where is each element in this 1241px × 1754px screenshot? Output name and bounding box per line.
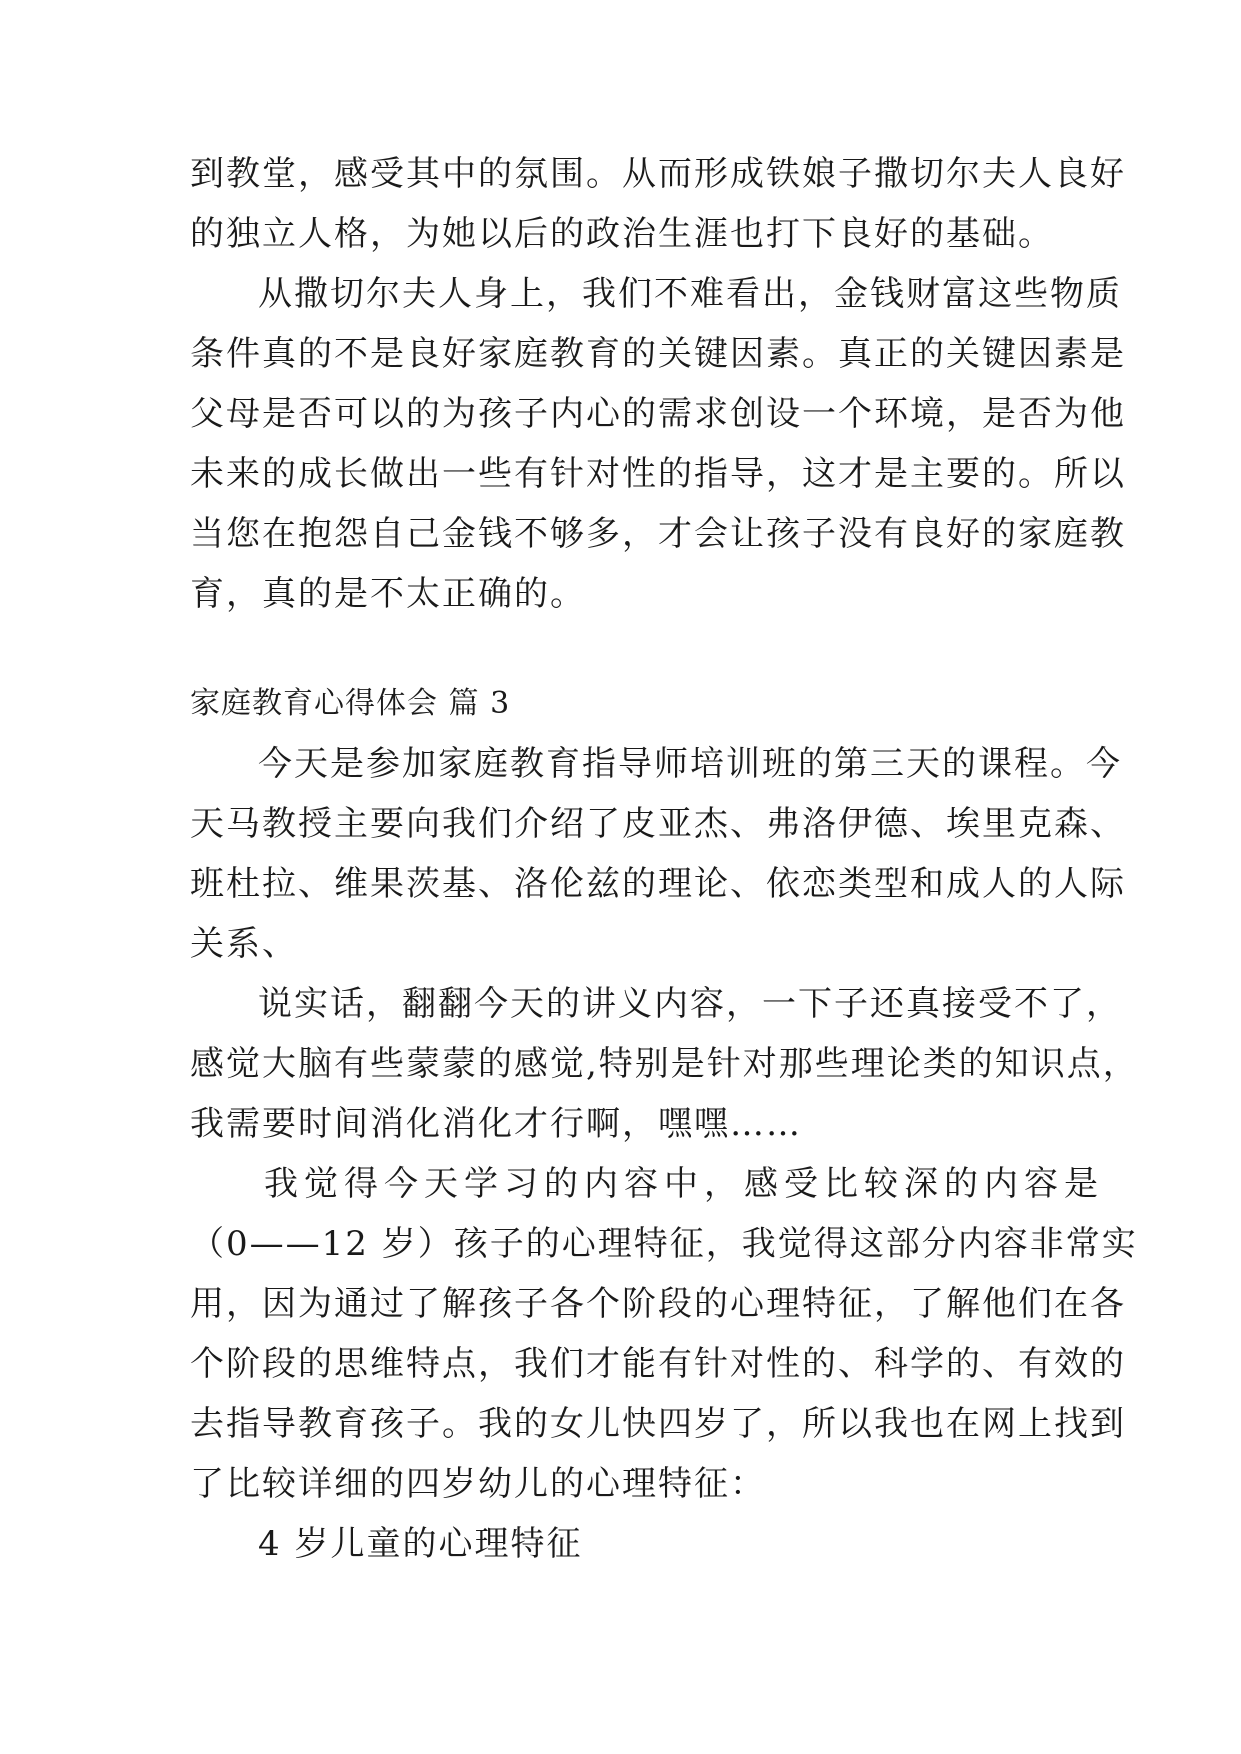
paragraph-line: 4 岁儿童的心理特征	[258, 1524, 583, 1564]
paragraph-line: 去指导教育孩子。我的女儿快四岁了，所以我也在网上找到	[190, 1404, 1126, 1444]
paragraph-line: 天马教授主要向我们介绍了皮亚杰、弗洛伊德、埃里克森、	[190, 804, 1126, 844]
paragraph-line: 关系、	[190, 924, 298, 964]
paragraph-line: 了比较详细的四岁幼儿的心理特征：	[190, 1464, 766, 1504]
paragraph-5	[190, 1154, 1138, 1514]
paragraph-line: 感觉大脑有些蒙蒙的感觉,特别是针对那些理论类的知识点，	[190, 1044, 1139, 1084]
paragraph-line: 个阶段的思维特点，我们才能有针对性的、科学的、有效的	[190, 1344, 1126, 1384]
paragraph-line: 条件真的不是良好家庭教育的关键因素。真正的关键因素是	[190, 334, 1126, 374]
paragraph-line: 班杜拉、维果茨基、洛伦兹的理论、依恋类型和成人的人际	[190, 864, 1126, 904]
paragraph-line: 的独立人格，为她以后的政治生涯也打下良好的基础。	[190, 214, 1054, 254]
paragraph-4	[190, 974, 1139, 1154]
paragraph-line: 未来的成长做出一些有针对性的指导，这才是主要的。所以	[190, 454, 1126, 494]
paragraph-1	[190, 144, 1126, 264]
paragraph-line: 到教堂，感受其中的氛围。从而形成铁娘子撒切尔夫人良好	[190, 154, 1126, 194]
paragraph-2	[190, 264, 1126, 624]
section-title: 家庭教育心得体会 篇 3	[190, 686, 511, 721]
paragraph-line: （0——12 岁）孩子的心理特征，我觉得这部分内容非常实	[190, 1224, 1138, 1264]
paragraph-line: 从撒切尔夫人身上，我们不难看出，金钱财富这些物质	[258, 274, 1122, 314]
paragraph-line: 说实话，翻翻今天的讲义内容，一下子还真接受不了，	[258, 984, 1122, 1024]
paragraph-line: 育，真的是不太正确的。	[190, 574, 586, 614]
paragraph-line: 我需要时间消化消化才行啊，嘿嘿……	[190, 1104, 802, 1144]
paragraph-3	[190, 734, 1126, 974]
paragraph-line: 今天是参加家庭教育指导师培训班的第三天的课程。今	[258, 744, 1122, 784]
paragraph-line: 用，因为通过了解孩子各个阶段的心理特征，了解他们在各	[190, 1284, 1126, 1324]
paragraph-6	[190, 1514, 1060, 1574]
paragraph-line: 父母是否可以的为孩子内心的需求创设一个环境，是否为他	[190, 394, 1126, 434]
paragraph-line: 当您在抱怨自己金钱不够多，才会让孩子没有良好的家庭教	[190, 514, 1126, 554]
paragraph-line: 我觉得今天学习的内容中，感受比较深的内容是	[264, 1164, 1104, 1204]
